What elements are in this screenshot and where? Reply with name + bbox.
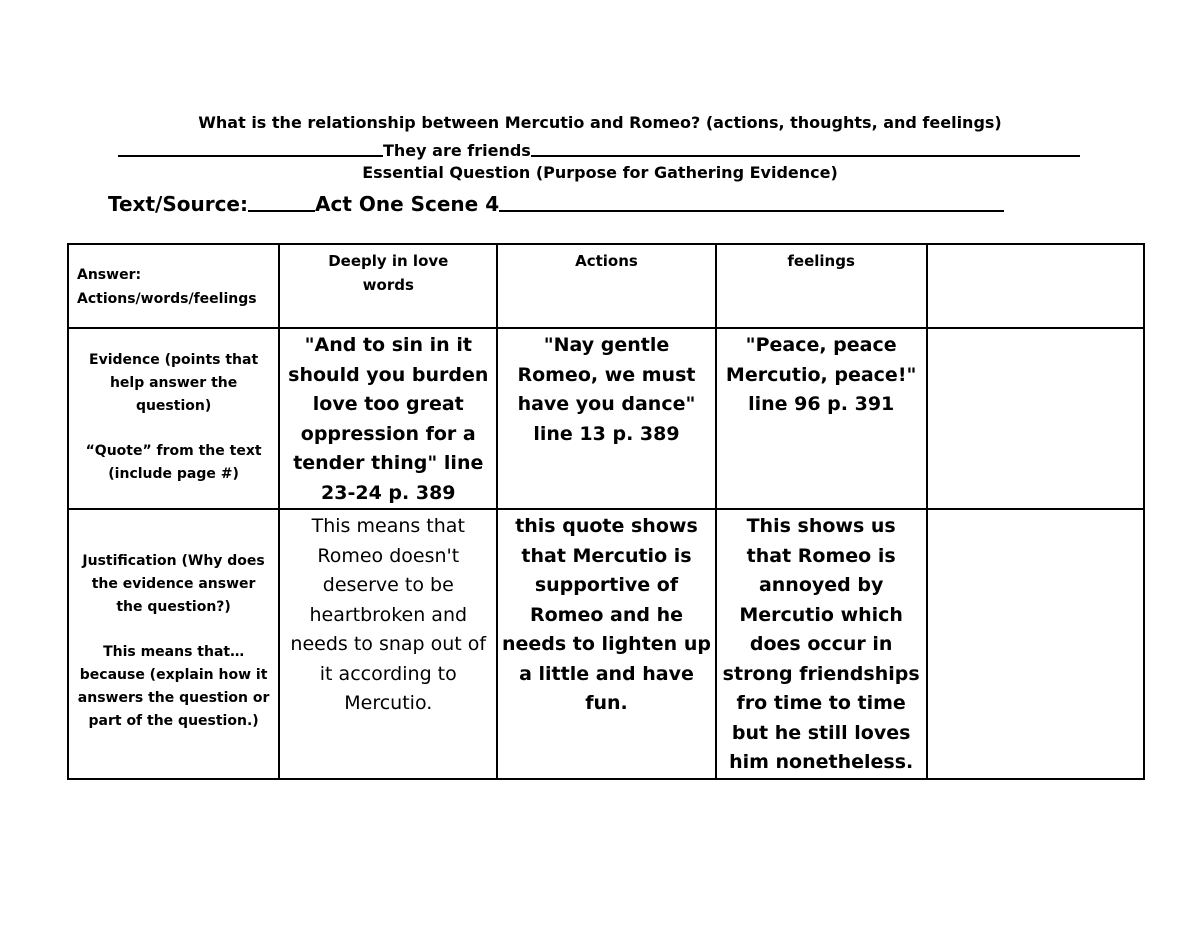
table-row-answer — [68, 244, 1144, 328]
table-row-justification — [68, 509, 1144, 779]
evidence-table — [67, 243, 1145, 780]
evidence-label-line: “Quote” from the text — [85, 443, 262, 459]
evidence-label-line: help answer the — [109, 375, 238, 391]
evidence-label-line: Evidence (points that — [89, 352, 259, 368]
justification-line: that Romeo is — [746, 544, 896, 567]
justification-label-cell — [68, 509, 279, 779]
answer-col2-line: Deeply in love — [328, 252, 449, 270]
evidence-quote-line: tender thing" line — [293, 452, 484, 474]
justification-line: Mercutio. — [344, 692, 433, 714]
answer-cell-col4 — [716, 244, 927, 328]
answer-label-line: Actions/words/feelings — [77, 291, 257, 307]
answer-col4-text: feelings — [787, 252, 855, 270]
justification-line: strong friendships — [722, 662, 920, 685]
evidence-label-cell — [68, 328, 279, 509]
source-underline-short — [248, 210, 315, 212]
justification-line: deserve to be — [322, 574, 454, 596]
justification-line: needs to snap out of — [290, 633, 487, 655]
justification-line: this quote shows — [515, 515, 698, 537]
justification-col5-text — [928, 510, 1143, 512]
question-heading: What is the relationship between Mercutio and Romeo? (actions, thoughts, and feelings) — [198, 113, 1002, 132]
table-row-evidence — [68, 328, 1144, 509]
source-label: Text/Source: — [108, 192, 248, 216]
evidence-quote-line: "Peace, peace — [745, 334, 897, 356]
justification-cell-col4 — [716, 509, 927, 779]
justification-line: a little and have — [519, 662, 694, 685]
evidence-label-line: question) — [135, 398, 212, 414]
source-value: Act One Scene 4 — [314, 192, 500, 216]
justification-line: fro time to time — [736, 692, 906, 714]
evidence-cell-col3 — [497, 328, 715, 509]
justification-label-line: the evidence answer — [91, 576, 256, 592]
justification-cell-col5 — [927, 509, 1144, 779]
justification-label-line: part of the question.) — [88, 713, 259, 729]
evidence-quote-line: "And to sin in it — [304, 334, 472, 356]
justification-line: Romeo and he — [529, 603, 683, 626]
evidence-label-line: (include page #) — [108, 466, 239, 482]
evidence-quote-line: line 96 p. 391 — [748, 393, 895, 415]
justification-line: that Mercutio is — [521, 544, 692, 567]
answer-label-line: Answer: — [77, 267, 142, 283]
evidence-quote-line: love too great — [312, 393, 464, 415]
evidence-quote-line: "Nay gentle — [543, 334, 670, 356]
evidence-quote-line: Mercutio, peace!" — [725, 363, 917, 386]
answer-line — [118, 138, 1080, 160]
essential-question-label: Essential Question (Purpose for Gathering Evidence) — [362, 163, 838, 182]
answer-col3-text: Actions — [575, 252, 638, 270]
justification-line: fun. — [585, 692, 628, 714]
evidence-quote-line: line 13 p. 389 — [533, 422, 680, 445]
justification-line: This means that — [311, 515, 465, 537]
source-line — [108, 188, 1004, 216]
answer-text: They are friends — [383, 141, 531, 160]
evidence-quote-line: have you dance" — [517, 393, 696, 415]
source-underline-long — [499, 210, 1004, 212]
answer-col5-text — [928, 245, 1143, 249]
justification-line: This shows us — [746, 515, 896, 537]
justification-line: Romeo doesn't — [317, 544, 460, 567]
justification-line: annoyed by — [758, 574, 884, 596]
evidence-col5-text — [928, 329, 1143, 331]
answer-cell-col2 — [279, 244, 497, 328]
evidence-quote-line: oppression for a — [300, 422, 476, 445]
justification-cell-col2 — [279, 509, 497, 779]
justification-label-line: because (explain how it — [79, 667, 268, 683]
evidence-quote-line: 23-24 p. 389 — [321, 481, 456, 504]
answer-cell-col5 — [927, 244, 1144, 328]
answer-col2-line: words — [362, 276, 414, 294]
justification-line: needs to lighten up — [501, 633, 711, 655]
justification-line: Mercutio which — [739, 603, 903, 626]
justification-label-line: answers the question or — [77, 690, 270, 706]
justification-line: supportive of — [534, 574, 679, 596]
answer-underline-right — [531, 155, 1080, 157]
justification-line: heartbroken and — [309, 603, 468, 626]
justification-label-line: the question?) — [116, 599, 231, 615]
justification-line: him nonetheless. — [729, 751, 914, 773]
justification-label-line: Justification (Why does — [82, 553, 265, 569]
evidence-quote-line: Romeo, we must — [517, 363, 696, 386]
justification-cell-col3 — [497, 509, 715, 779]
justification-line: it according to — [319, 662, 457, 685]
evidence-cell-col4 — [716, 328, 927, 509]
answer-label-cell — [68, 244, 279, 328]
justification-label-line: This means that… — [103, 644, 245, 660]
answer-cell-col3 — [497, 244, 715, 328]
justification-line: does occur in — [749, 633, 893, 655]
evidence-quote-line: should you burden — [288, 363, 489, 386]
evidence-cell-col2 — [279, 328, 497, 509]
evidence-cell-col5 — [927, 328, 1144, 509]
answer-underline-left — [118, 155, 383, 157]
justification-line: but he still loves — [731, 721, 911, 744]
